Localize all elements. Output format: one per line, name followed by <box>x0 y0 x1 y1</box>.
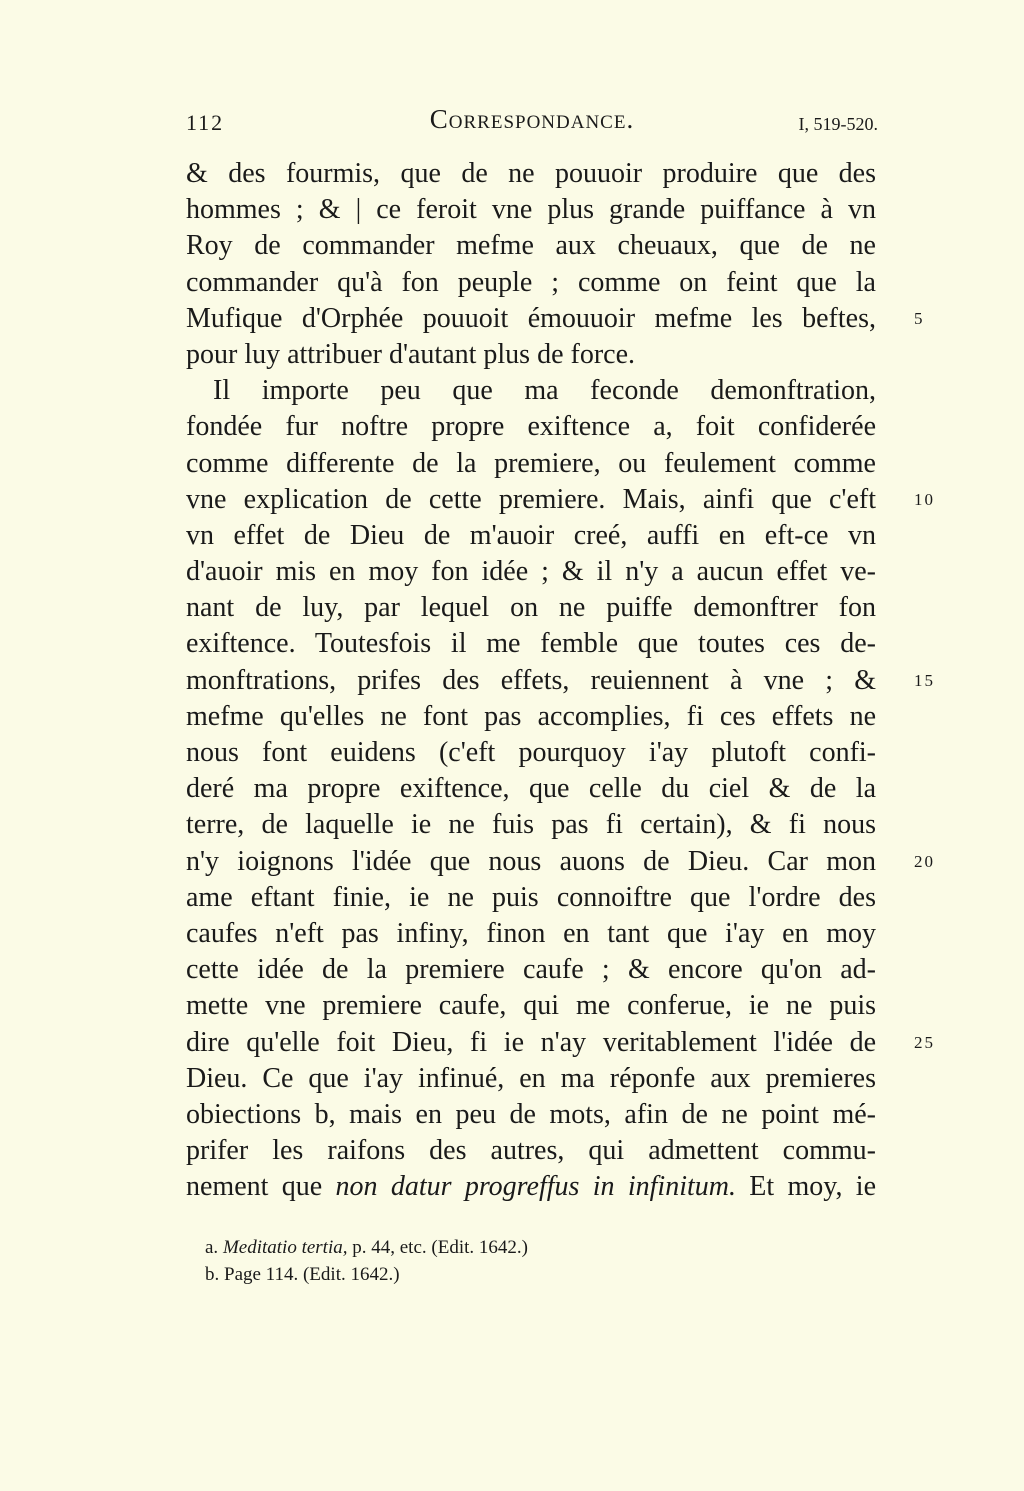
text-line <box>186 771 876 807</box>
text-line <box>186 1025 935 1061</box>
line-number: 5 <box>914 308 925 328</box>
text-line <box>186 156 876 192</box>
text-line <box>186 916 876 952</box>
text-segment: nement que <box>186 1171 336 1203</box>
text-content: exiftence. Toutesfois il me femble que toutes ces de- <box>186 628 876 660</box>
text-content: Dieu. Ce que i'ay infinué, en ma réponfe aux premieres <box>186 1062 876 1094</box>
text-line <box>186 301 925 337</box>
running-title: Correspondance. <box>429 104 635 134</box>
text-content: & des fourmis, que de ne pouuoir produire que des <box>186 158 876 189</box>
text-line <box>186 988 876 1024</box>
footnote-text: Page 114. (Edit. 1642.) <box>224 1264 400 1285</box>
footnote-label: b. <box>205 1264 220 1285</box>
text-content: Roy de commander mefme aux cheuaux, que de ne <box>186 230 876 262</box>
text-content: caufes n'eft pas infiny, finon en tant que i'ay en moy <box>186 917 876 949</box>
text-line <box>186 1061 876 1097</box>
text-content: ame eftant finie, ie ne puis connoiftre que l'ordre des <box>186 881 876 913</box>
text-line <box>186 228 876 264</box>
text-line <box>186 482 935 518</box>
footnote-title: Meditatio tertia, <box>222 1237 348 1258</box>
text-content: Mufique d'Orphée pouuoit émouuoir mefme les beftes, <box>186 302 876 334</box>
text-line <box>186 1133 876 1169</box>
text-content: obiections b, mais en peu de mots, afin de ne point mé- <box>186 1098 876 1130</box>
text-content: prifer les raifons des autres, qui admettent commu- <box>186 1135 876 1167</box>
page-number: 112 <box>186 110 225 135</box>
page-header <box>186 104 878 144</box>
text-line <box>186 192 876 228</box>
text-line <box>186 590 876 626</box>
text-content: d'auoir mis en moy fon idée ; & il n'y a aucun effet ve- <box>186 556 876 588</box>
text-line <box>186 699 876 735</box>
text-content: Il importe peu que ma feconde demonftration, <box>213 375 876 407</box>
text-line <box>186 373 876 409</box>
text-line <box>186 446 876 482</box>
footnote <box>205 1261 885 1288</box>
text-content: comme differente de la premiere, ou feulement comme <box>186 447 876 479</box>
text-line <box>186 844 935 880</box>
text-line <box>186 518 876 554</box>
text-line <box>186 735 876 771</box>
text-content: fondée fur noftre propre exiftence a, foit confiderée <box>186 411 876 443</box>
text-line <box>186 880 876 916</box>
line-number: 15 <box>914 670 935 690</box>
text-line <box>186 337 876 373</box>
text-content: monftrations, prifes des effets, reuiennent à vne ; & <box>186 664 876 696</box>
text-content: pour luy attribuer d'autant plus de force. <box>186 338 636 370</box>
footnote <box>205 1234 885 1261</box>
text-line <box>186 663 935 699</box>
page-reference: I, 519-520. <box>798 114 878 134</box>
line-number: 25 <box>914 1032 935 1052</box>
text-content: nous font euidens (c'eft pourquoy i'ay plutoft confi- <box>186 737 876 768</box>
line-number: 10 <box>914 489 935 509</box>
footnote-label: a. <box>205 1237 219 1258</box>
text-line <box>186 626 876 662</box>
text-content: dire qu'elle foit Dieu, fi ie n'ay veritablement l'idée de <box>186 1026 876 1058</box>
text-content: cette idée de la premiere caufe ; & encore qu'on ad- <box>186 954 876 986</box>
text-segment: Et moy, ie <box>735 1171 876 1203</box>
text-content: n'y ioignons l'idée que nous auons de Dieu. Car mon <box>186 845 876 877</box>
text-line <box>186 554 876 590</box>
text-content: hommes ; & | ce feroit vne plus grande puiffance à vn <box>186 194 876 226</box>
footnotes <box>205 1234 885 1288</box>
text-line <box>186 807 876 843</box>
text-content: nant de luy, par lequel on ne puiffe demonftrer fon <box>186 592 876 624</box>
footnote-text: p. 44, etc. (Edit. 1642.) <box>347 1237 528 1258</box>
latin-phrase: non datur progreffus in infinitum. <box>335 1171 736 1203</box>
text-line <box>186 952 876 988</box>
line-number: 20 <box>914 851 935 871</box>
text-content: vn effet de Dieu de m'auoir creé, auffi en eft-ce vn <box>186 519 876 551</box>
text-content: terre, de laquelle ie ne fuis pas fi certain), & fi nous <box>186 809 876 841</box>
text-content: mette vne premiere caufe, qui me conferue, ie ne puis <box>186 990 876 1022</box>
text-content: commander qu'à fon peuple ; comme on feint que la <box>186 266 876 298</box>
text-line <box>186 1097 876 1133</box>
body-text <box>186 156 935 1205</box>
text-content: deré ma propre exiftence, que celle du ciel & de la <box>186 773 876 805</box>
text-content: vne explication de cette premiere. Mais, ainfi que c'eft <box>186 483 876 515</box>
text-content: mefme qu'elles ne font pas accomplies, fi ces effets ne <box>186 700 876 732</box>
text-line <box>186 265 876 301</box>
text-line <box>186 409 876 445</box>
text-line <box>186 1169 876 1205</box>
